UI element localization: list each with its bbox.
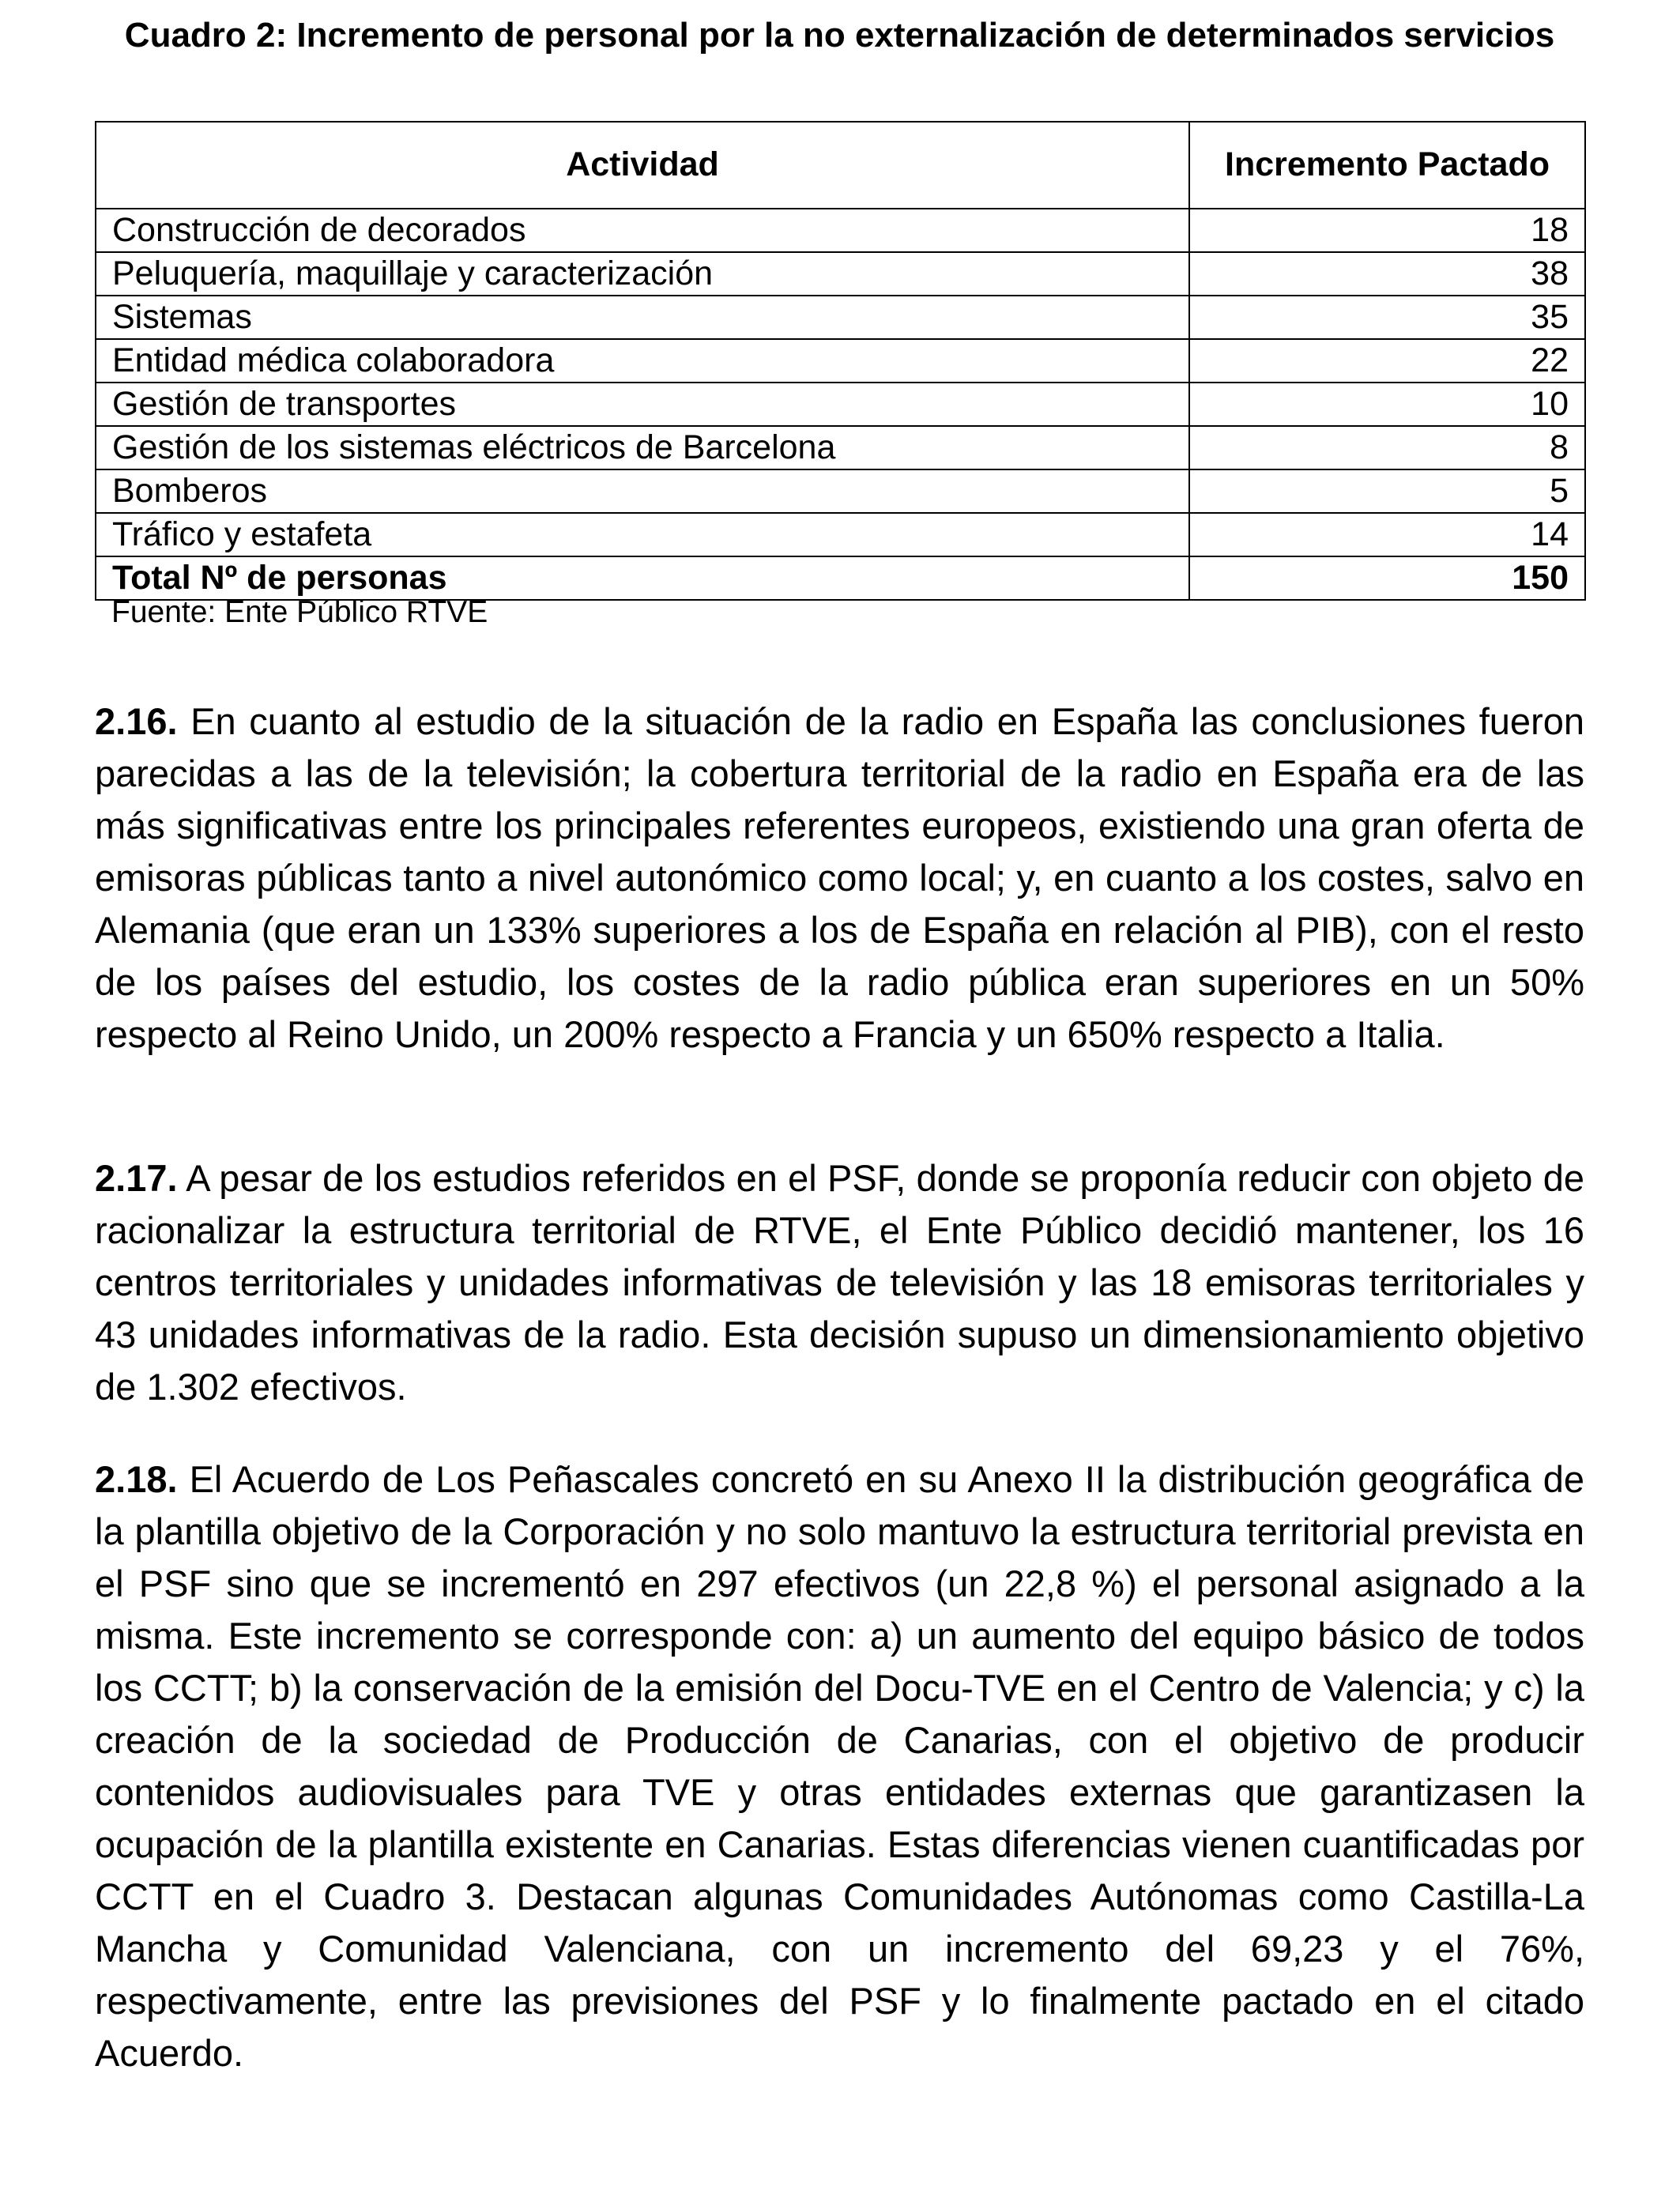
paragraph-2-16 xyxy=(95,696,1584,1061)
row-value: 38 xyxy=(1189,252,1585,296)
row-value: 35 xyxy=(1189,296,1585,339)
table-title: Cuadro 2: Incremento de personal por la no externalización de determinados servicios xyxy=(124,16,1555,55)
table-source: Fuente: Ente Público RTVE xyxy=(111,595,488,629)
table-row xyxy=(96,296,1585,339)
row-activity: Construcción de decorados xyxy=(96,209,1189,252)
paragraph-text: En cuanto al estudio de la situación de la radio en España las conclusiones fueron parecidas a las de la televisión; la cobertura territorial de la radio en España era de las más significativas entre los principales referentes europeos, existiendo una gran oferta de emisoras públicas tanto a nivel autonómico como local; y, en cuanto a los costes, salvo en Alemania (que eran un 133% superiores a los de España en relación al PIB), con el resto de los países del estudio, los costes de la radio pública eran superiores en un 50% respecto al Reino Unido, un 200% respecto a Francia y un 650% respecto a Italia. xyxy=(95,700,1585,1055)
row-value: 5 xyxy=(1189,469,1585,513)
row-activity: Tráfico y estafeta xyxy=(96,513,1189,556)
total-value: 150 xyxy=(1189,556,1585,600)
row-activity: Peluquería, maquillaje y caracterización xyxy=(96,252,1189,296)
paragraph-2-17 xyxy=(95,1152,1584,1413)
table-header-row xyxy=(96,122,1585,209)
paragraph-text: A pesar de los estudios referidos en el PSF, donde se proponía reducir con objeto de racionalizar la estructura territorial de RTVE, el Ente Público decidió mantener, los 16 centros territoriales y unidades informativas de televisión y las 18 emisoras territoriales y 43 unidades informativas de la radio. Esta decisión supuso un dimensionamiento objetivo de 1.302 efectivos. xyxy=(95,1157,1584,1408)
row-activity: Sistemas xyxy=(96,296,1189,339)
personnel-table xyxy=(95,121,1586,601)
row-activity: Gestión de transportes xyxy=(96,383,1189,426)
paragraph-text: El Acuerdo de Los Peñascales concretó en su Anexo II la distribución geográfica de la plantilla objetivo de la Corporación y no solo mantuvo la estructura territorial prevista en el PSF sino que se incrementó en 297 efectivos (un 22,8 %) el personal asignado a la misma. Este incremento se corresponde con: a) un aumento del equipo básico de todos los CCTT; b) la conservación de la emisión del Docu-TVE en el Centro de Valencia; y c) la creación de la sociedad de Producción de Canarias, con el objetivo de producir contenidos audiovisuales para TVE y otras entidades externas que garantizasen la ocupación de la plantilla existente en Canarias. Estas diferencias vienen cuantificadas por CCTT en el Cuadro 3. Destacan algunas Comunidades Autónomas como Castilla-La Mancha y Comunidad Valenciana, con un incremento del 69,23 y el 76%, respectivamente, entre las previsiones del PSF y lo finalmente pactado en el citado Acuerdo. xyxy=(95,1458,1584,2074)
header-activity: Actividad xyxy=(96,122,1189,209)
row-activity: Bomberos xyxy=(96,469,1189,513)
row-value: 14 xyxy=(1189,513,1585,556)
paragraph-number: 2.16. xyxy=(95,700,178,742)
row-value: 22 xyxy=(1189,339,1585,383)
row-value: 18 xyxy=(1189,209,1585,252)
table-row xyxy=(96,339,1585,383)
table-row xyxy=(96,426,1585,469)
table-row xyxy=(96,513,1585,556)
header-increase: Incremento Pactado xyxy=(1189,122,1585,209)
table-total-row xyxy=(96,556,1585,600)
total-label: Total Nº de personas xyxy=(96,556,1189,600)
table-row xyxy=(96,252,1585,296)
table-row xyxy=(96,469,1585,513)
row-activity: Gestión de los sistemas eléctricos de Barcelona xyxy=(96,426,1189,469)
personnel-table-wrapper xyxy=(95,121,1584,601)
table-row xyxy=(96,383,1585,426)
paragraph-number: 2.18. xyxy=(95,1458,178,1500)
row-value: 10 xyxy=(1189,383,1585,426)
paragraph-2-18 xyxy=(95,1453,1584,2079)
row-value: 8 xyxy=(1189,426,1585,469)
row-activity: Entidad médica colaboradora xyxy=(96,339,1189,383)
table-row xyxy=(96,209,1585,252)
paragraph-number: 2.17. xyxy=(95,1157,178,1199)
